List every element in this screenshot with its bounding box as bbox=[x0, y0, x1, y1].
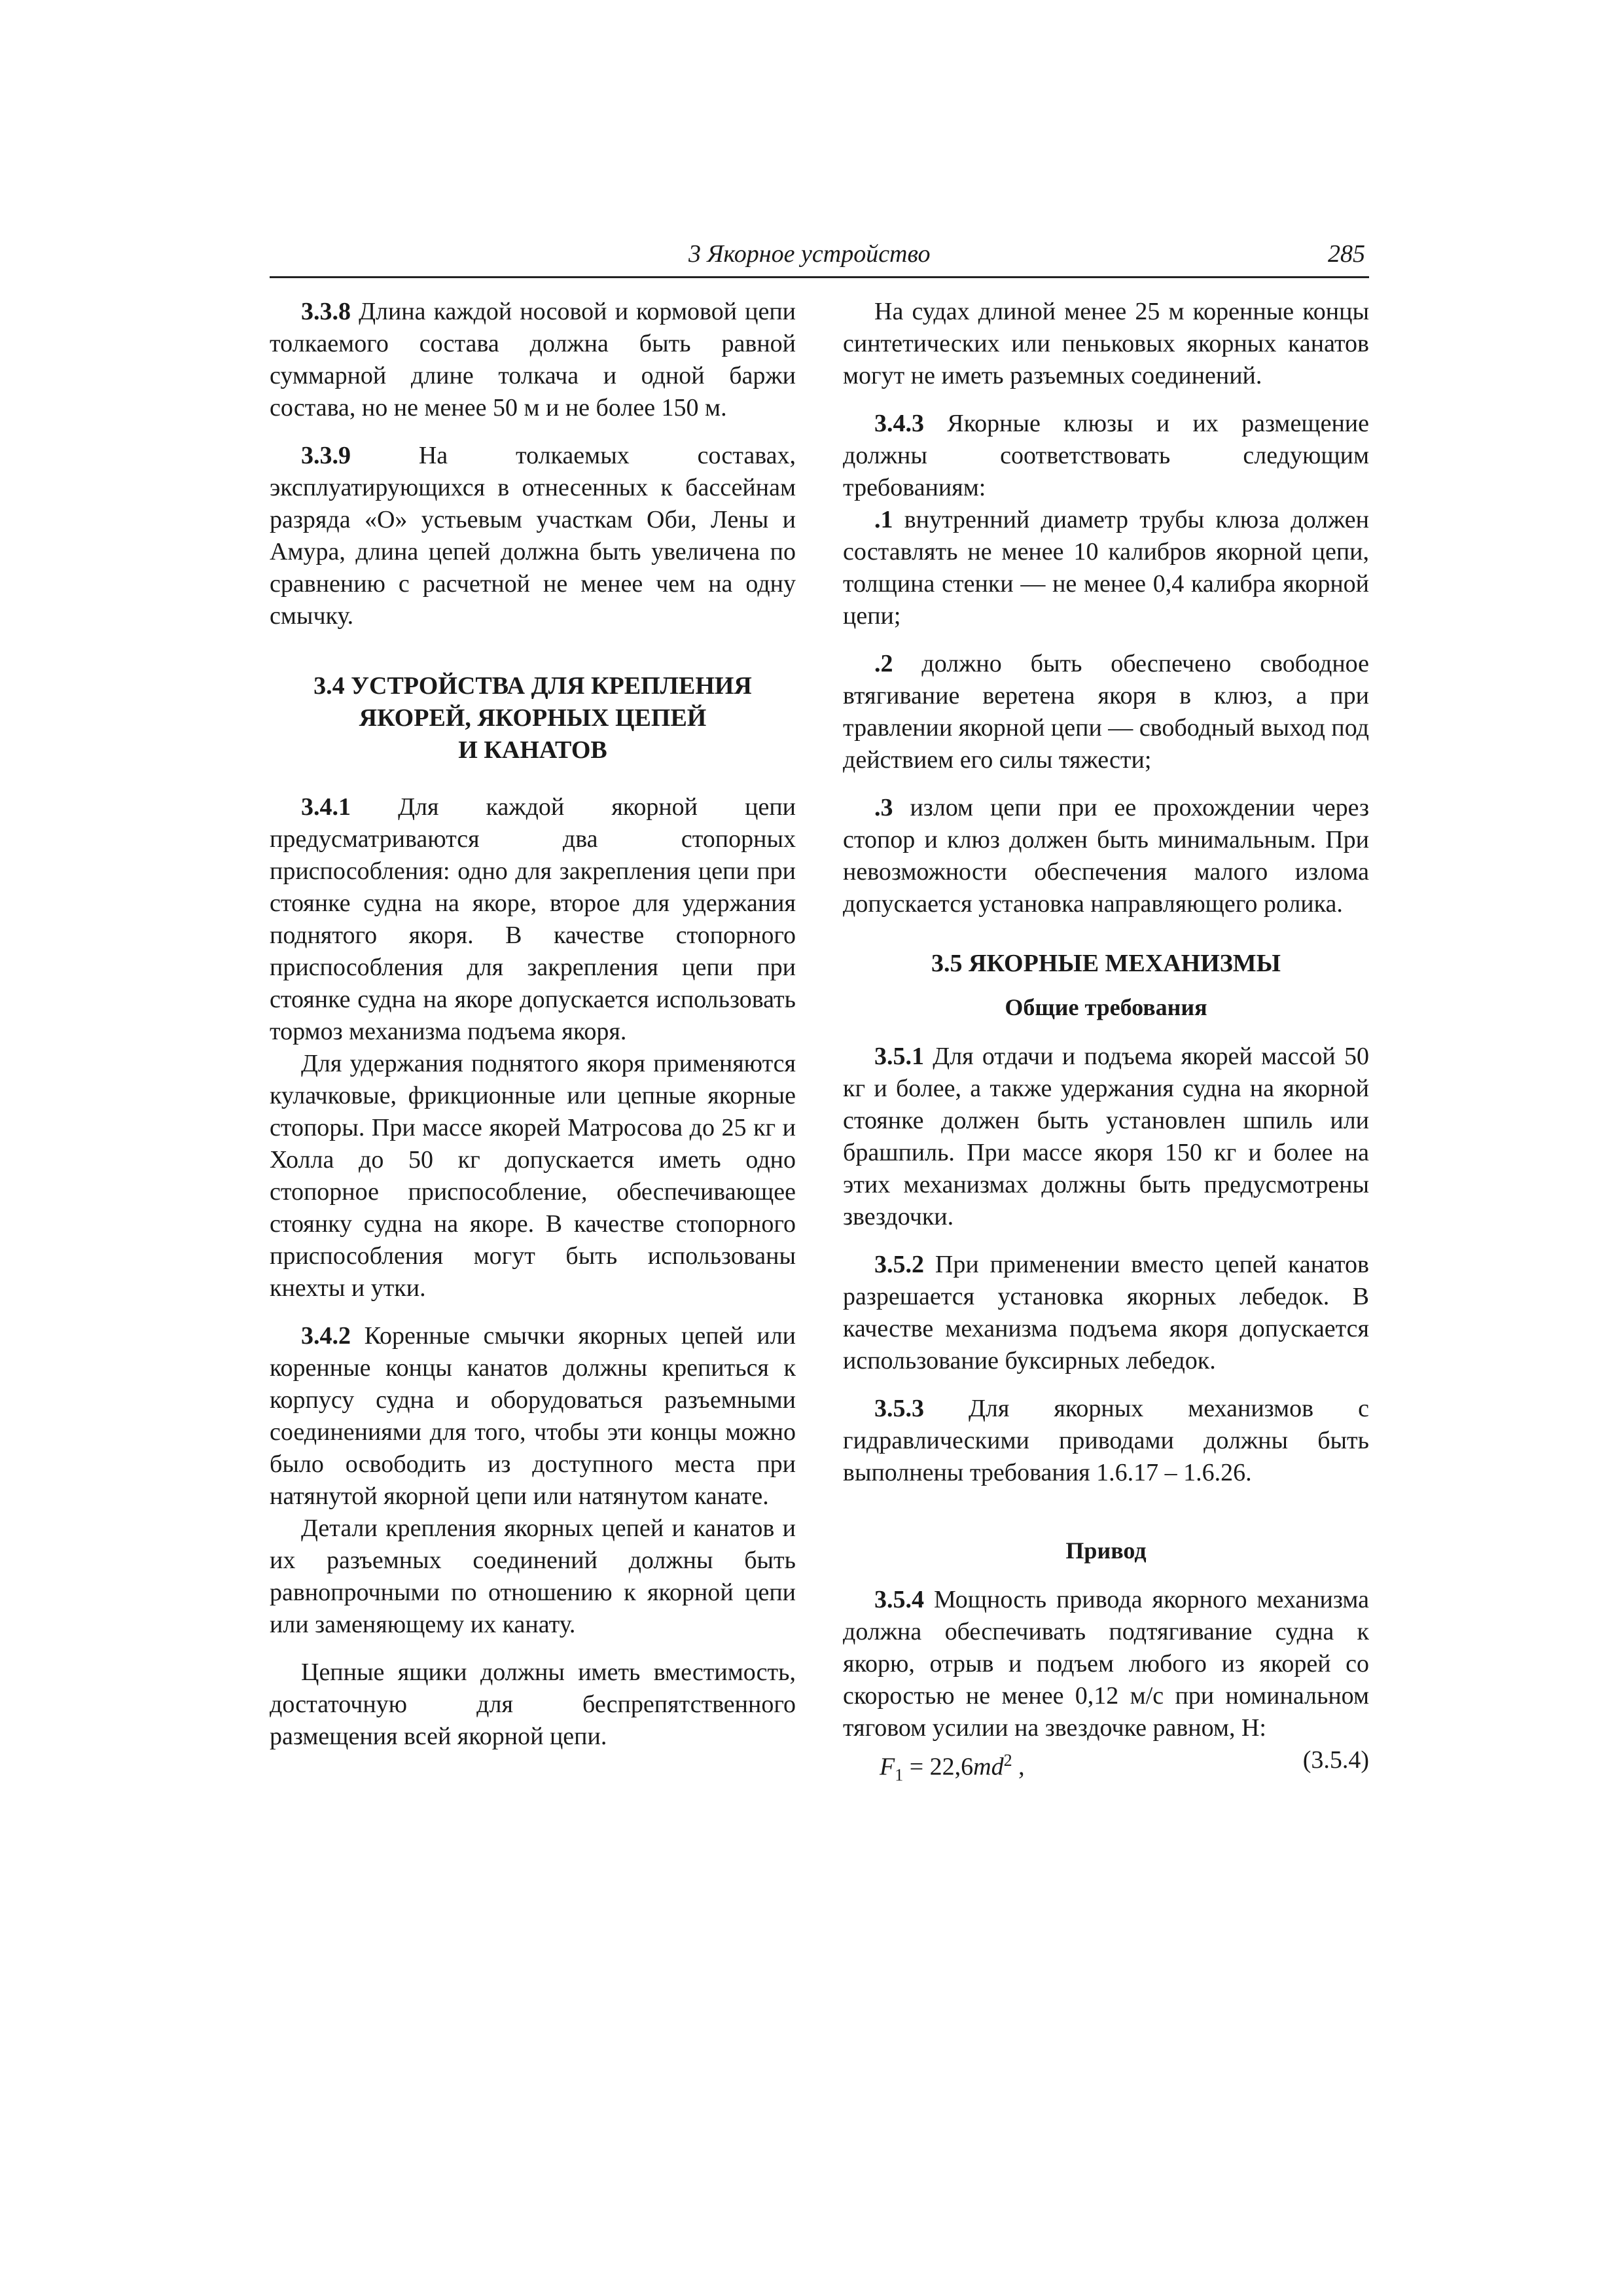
item-text: внутренний диаметр трубы клюза должен составлять не менее 10 калибров якорной цепи, толщина стенки — не менее 0,4 калибра якорной цепи; bbox=[843, 506, 1369, 630]
paragraph-3-4-2-cont: Детали крепления якорных цепей и канатов и их разъемных соединений должны быть равнопрочными по отношению к якорной цепи или заменяющему их канату. bbox=[270, 1515, 796, 1638]
clause-number: 3.4.3 bbox=[874, 410, 924, 437]
paragraph-3-3-8 bbox=[270, 296, 796, 424]
clause-text: Для отдачи и подъема якорей массой 50 кг и более, а также удержания судна на якорной стоянке должен быть установлен шпиль или брашпиль. При массе якоря 150 кг и более на этих механизмах должны быть предусмотрены звездочки. bbox=[843, 1043, 1369, 1230]
paragraph-3-5-4 bbox=[843, 1584, 1369, 1744]
clause-number: 3.5.2 bbox=[874, 1251, 924, 1278]
left-column bbox=[270, 296, 796, 1768]
clause-number: 3.5.3 bbox=[874, 1395, 924, 1422]
clause-text: При применении вместо цепей канатов разрешается установка якорных лебедок. В качестве механизма подъема якоря допускается использование буксирных лебедок. bbox=[843, 1251, 1369, 1374]
clause-text: Якорные клюзы и их размещение должны соответствовать следующим требованиям: bbox=[843, 410, 1369, 501]
formula-subscript: 1 bbox=[895, 1765, 904, 1785]
subheading-drive: Привод bbox=[1065, 1537, 1147, 1564]
list-item bbox=[843, 504, 1369, 632]
heading-line: ЯКОРЕЙ, ЯКОРНЫХ ЦЕПЕЙ bbox=[359, 704, 707, 732]
list-item bbox=[843, 792, 1369, 920]
equation-number: (3.5.4) bbox=[1302, 1746, 1369, 1774]
item-text: излом цепи при ее прохождении через стопор и клюз должен быть минимальным. При невозможности обеспечения малого излома допускается установка направляющего ролика. bbox=[843, 794, 1369, 918]
formula-rhs-var: md bbox=[973, 1753, 1004, 1781]
running-title: 3 Якорное устройство bbox=[688, 240, 931, 268]
formula-3-5-4 bbox=[843, 1744, 1369, 1784]
paragraph-3-5-1 bbox=[843, 1041, 1369, 1233]
paragraph-3-4-1-cont: Для удержания поднятого якоря применяются кулачковые, фрикционные или цепные якорные стопоры. При массе якорей Матросова до 25 кг и Холла до 50 кг допускается иметь одно стопорное приспособление, обеспечивающее стоянку судна на якоре. В качестве стопорного приспособления могут быть использованы кнехты и утки. bbox=[270, 1050, 796, 1302]
section-heading-3-4 bbox=[270, 670, 796, 766]
item-number: .3 bbox=[874, 794, 893, 821]
formula-var: F bbox=[880, 1753, 895, 1781]
clause-text: Мощность привода якорного механизма должна обеспечивать подтягивание судна к якорю, отрыв и подъем любого из якорей со скоростью не менее 0,12 м/с при номинальном тяговом усилии на звездочке равном, Н: bbox=[843, 1586, 1369, 1742]
clause-text: Коренные смычки якорных цепей или коренные концы канатов должны крепиться к корпусу судна и оборудоваться разъемными соединениями для того, чтобы эти концы можно было освободить из доступного места при натянутой якорной цепи или натянутом канате. bbox=[270, 1322, 796, 1510]
clause-number: 3.4.2 bbox=[301, 1322, 351, 1350]
right-column bbox=[843, 296, 1369, 1784]
item-text: должно быть обеспечено свободное втягивание веретена якоря в клюз, а при травлении якорной цепи — свободный выход под действием его силы тяжести; bbox=[843, 650, 1369, 774]
page-number: 285 bbox=[1328, 240, 1365, 268]
section-heading-3-5: 3.5 ЯКОРНЫЕ МЕХАНИЗМЫ bbox=[931, 950, 1281, 977]
clause-number: 3.4.1 bbox=[301, 793, 351, 821]
clause-text: Для якорных механизмов с гидравлическими приводами должны быть выполнены требования 1.6.17 – 1.6.26. bbox=[843, 1395, 1369, 1486]
paragraph-3-4-2-short-vessels: На судах длиной менее 25 м коренные концы синтетических или пеньковых якорных канатов могут не иметь разъемных соединений. bbox=[843, 298, 1369, 389]
formula-rhs-prefix: = 22,6 bbox=[903, 1753, 974, 1781]
clause-text: На толкаемых составах, эксплуатирующихся в отнесенных к бассейнам разряда «О» устьевым участкам Оби, Лены и Амура, длина цепей должна быть увеличена по сравнению с расчетной не менее чем на одну смычку. bbox=[270, 442, 796, 630]
clause-number: 3.3.9 bbox=[301, 442, 351, 469]
paragraph-3-5-3 bbox=[843, 1393, 1369, 1489]
heading-line: И КАНАТОВ bbox=[458, 736, 607, 764]
list-item bbox=[843, 648, 1369, 776]
formula-superscript: 2 bbox=[1003, 1751, 1012, 1770]
paragraph-3-4-1 bbox=[270, 791, 796, 1048]
page-header bbox=[270, 240, 1369, 278]
clause-text: Длина каждой носовой и кормовой цепи толкаемого состава должна быть равной суммарной длине толкача и одной баржи состава, но не менее 50 м и не более 150 м. bbox=[270, 298, 796, 422]
item-number: .2 bbox=[874, 650, 893, 677]
paragraph-3-4-2 bbox=[270, 1320, 796, 1513]
formula-expression bbox=[880, 1744, 1025, 1791]
paragraph-3-5-2 bbox=[843, 1249, 1369, 1377]
item-number: .1 bbox=[874, 506, 893, 533]
clause-text: Для каждой якорной цепи предусматриваются два стопорных приспособления: одно для закрепления цепи при стоянке судна на якоре, второе для удержания поднятого якоря. В качестве стопорного приспособления для закрепления цепи при стоянке судна на якоре допускается использовать тормоз механизма подъема якоря. bbox=[270, 793, 796, 1045]
clause-number: 3.5.4 bbox=[874, 1586, 924, 1613]
clause-number: 3.5.1 bbox=[874, 1043, 924, 1070]
paragraph-3-4-3 bbox=[843, 408, 1369, 504]
paragraph-3-4-2-chain-lockers: Цепные ящики должны иметь вместимость, достаточную для беспрепятственного размещения всей якорной цепи. bbox=[270, 1659, 796, 1750]
formula-rhs-suffix: , bbox=[1012, 1753, 1025, 1781]
paragraph-3-3-9 bbox=[270, 440, 796, 632]
clause-number: 3.3.8 bbox=[301, 298, 351, 325]
heading-line: 3.4 УСТРОЙСТВА ДЛЯ КРЕПЛЕНИЯ bbox=[313, 672, 752, 700]
subheading-general-requirements: Общие требования bbox=[1005, 994, 1207, 1020]
